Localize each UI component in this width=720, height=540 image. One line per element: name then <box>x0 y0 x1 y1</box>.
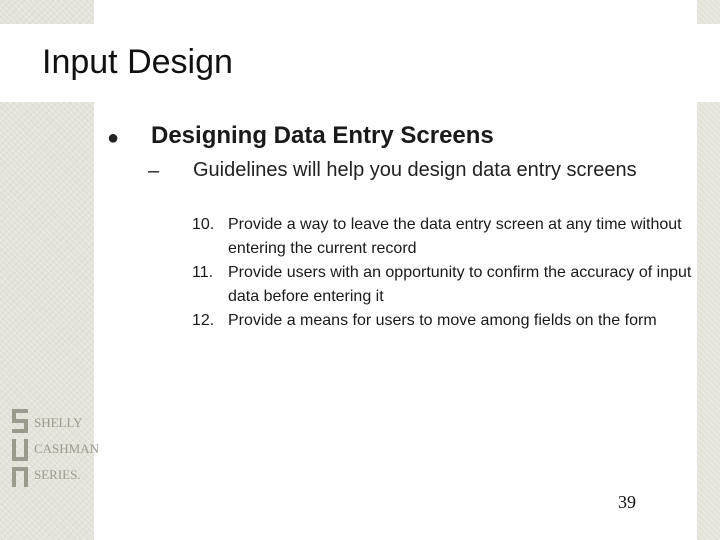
list-item-number: 11. <box>192 264 214 281</box>
list-item <box>192 261 692 309</box>
logo-emblem-icon <box>12 409 28 487</box>
list-item-text: Provide users with an opportunity to confirm the accuracy of input data before entering it <box>228 264 692 305</box>
logo-line-1: SHELLY <box>34 415 83 430</box>
list-item <box>192 213 692 261</box>
slide-title: Input Design <box>42 43 233 81</box>
list-item-number: 12. <box>192 312 215 329</box>
sub-bullet-marker: – <box>148 160 160 182</box>
bullet-marker: ● <box>107 127 120 149</box>
list-item-text: Provide a way to leave the data entry screen at any time without entering the current record <box>228 216 682 257</box>
logo-line-2: CASHMAN <box>34 441 100 456</box>
page-number: 39 <box>618 492 636 512</box>
list-item-text: Provide a means for users to move among fields on the form <box>228 312 657 329</box>
sub-bullet-text: Guidelines will help you design data entry screens <box>193 159 637 181</box>
list-item <box>192 309 692 333</box>
guidelines-list <box>192 213 692 333</box>
shelly-cashman-series-logo <box>10 405 100 493</box>
bullet-heading: Designing Data Entry Screens <box>151 122 494 149</box>
list-item-number: 10. <box>192 216 215 233</box>
logo-line-3: SERIES. <box>34 467 81 482</box>
